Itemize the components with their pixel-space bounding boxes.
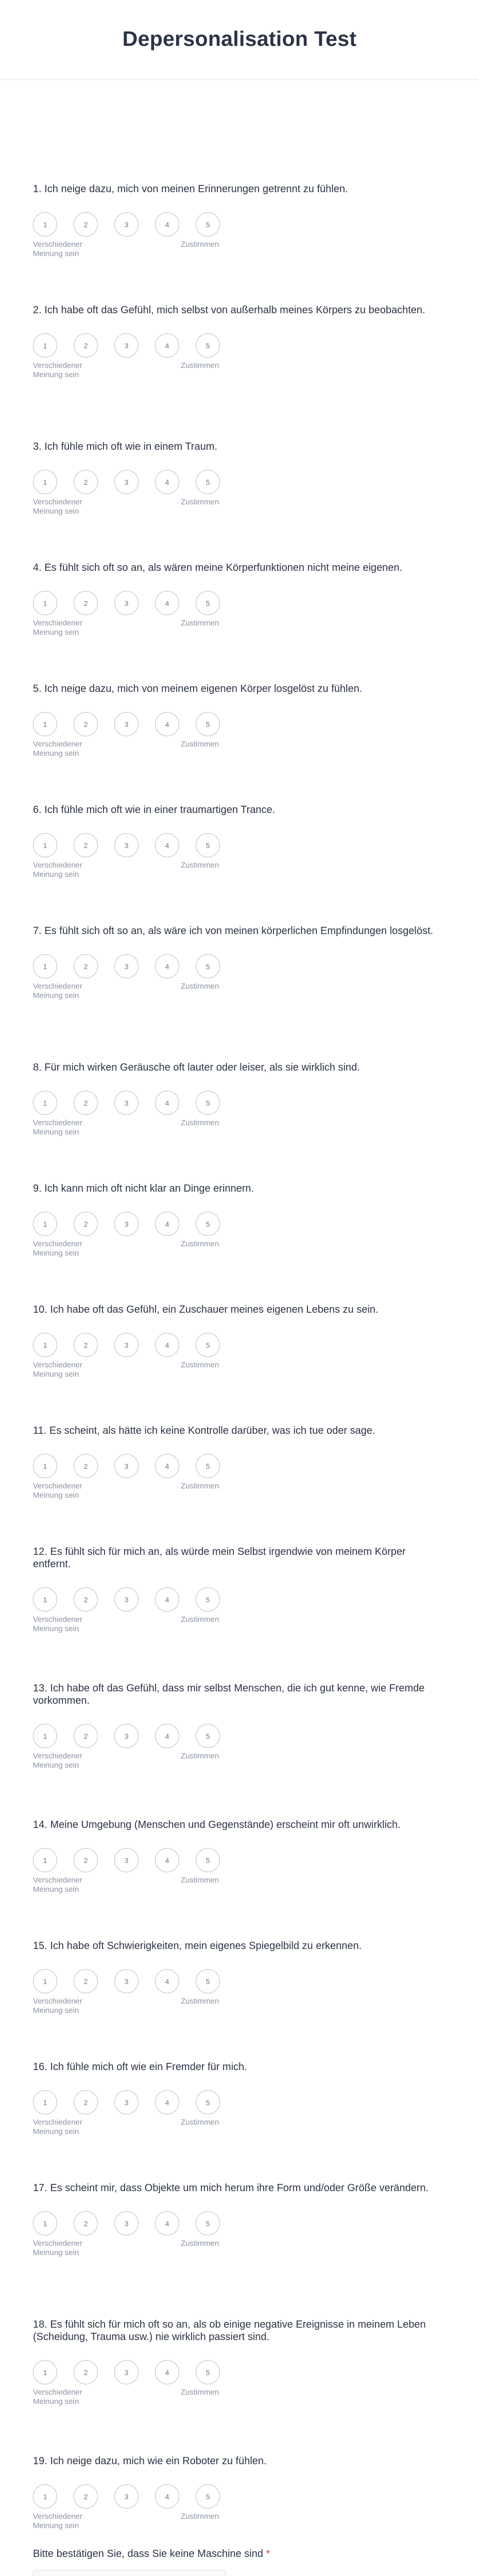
rating-option-2[interactable]: 2	[74, 1091, 98, 1115]
page-title: Depersonalisation Test	[122, 26, 357, 50]
rating-option-5[interactable]: 5	[196, 591, 220, 615]
scale-left-anchor: Verschiedener Meinung sein	[33, 1615, 82, 1633]
rating-option-1[interactable]: 1	[33, 2484, 57, 2509]
rating-option-2[interactable]: 2	[74, 2090, 98, 2114]
scale-anchors	[33, 2512, 440, 2533]
scale-left-anchor: Verschiedener Meinung sein	[33, 1361, 82, 1379]
question-label: 12. Es fühlt sich für mich an, als würde mein Selbst irgendwie von meinem Körper entfernt.	[33, 1546, 406, 1570]
scale-anchors	[33, 240, 440, 261]
question-label: 6. Ich fühle mich oft wie in einer traumartigen Trance.	[33, 804, 276, 816]
rating-scale	[33, 1587, 440, 1612]
question-16	[33, 2061, 440, 2139]
rating-option-3[interactable]: 3	[114, 1212, 139, 1236]
scale-left-anchor: Verschiedener Meinung sein	[33, 1876, 82, 1894]
scale-left-anchor: Verschiedener Meinung sein	[33, 740, 82, 758]
scale-anchors	[33, 861, 440, 882]
rating-scale	[33, 1454, 440, 1478]
scale-right-anchor: Zustimmen	[181, 982, 219, 991]
rating-option-4[interactable]: 4	[155, 1333, 179, 1357]
question-13	[33, 1682, 440, 1772]
rating-option-4[interactable]: 4	[155, 833, 179, 857]
question-1	[33, 183, 440, 261]
rating-option-3[interactable]: 3	[114, 1454, 139, 1478]
question-label: 1. Ich neige dazu, mich von meinen Erinnerungen getrennt zu fühlen.	[33, 183, 348, 195]
scale-right-anchor: Zustimmen	[181, 1752, 219, 1760]
scale-left-anchor: Verschiedener Meinung sein	[33, 1997, 82, 2015]
rating-option-4[interactable]: 4	[155, 1454, 179, 1478]
rating-option-2[interactable]: 2	[74, 1587, 98, 1612]
rating-option-4[interactable]: 4	[155, 212, 179, 236]
question-19	[33, 2455, 440, 2533]
scale-anchors	[33, 2388, 440, 2409]
scale-left-anchor: Verschiedener Meinung sein	[33, 1240, 82, 1258]
rating-option-4[interactable]: 4	[155, 1587, 179, 1612]
rating-option-3[interactable]: 3	[114, 591, 139, 615]
scale-left-anchor: Verschiedener Meinung sein	[33, 619, 82, 637]
rating-option-3[interactable]: 3	[114, 2090, 139, 2114]
rating-option-3[interactable]: 3	[114, 2211, 139, 2235]
scale-anchors	[33, 498, 440, 518]
rating-option-5[interactable]: 5	[196, 1091, 220, 1115]
rating-option-2[interactable]: 2	[74, 712, 98, 736]
rating-option-4[interactable]: 4	[155, 1724, 179, 1748]
rating-option-4[interactable]: 4	[155, 470, 179, 494]
rating-option-3[interactable]: 3	[114, 1333, 139, 1357]
rating-option-5[interactable]: 5	[196, 954, 220, 978]
rating-option-5[interactable]: 5	[196, 2090, 220, 2114]
rating-option-2[interactable]: 2	[74, 1724, 98, 1748]
rating-scale	[33, 954, 440, 978]
scale-right-anchor: Zustimmen	[181, 2388, 219, 2397]
rating-option-5[interactable]: 5	[196, 470, 220, 494]
rating-option-2[interactable]: 2	[74, 1969, 98, 1993]
required-mark: *	[266, 2548, 270, 2560]
rating-option-3[interactable]: 3	[114, 712, 139, 736]
question-3	[33, 440, 440, 518]
rating-option-1[interactable]: 1	[33, 591, 57, 615]
scale-left-anchor: Verschiedener Meinung sein	[33, 1118, 82, 1137]
rating-scale	[33, 1969, 440, 1993]
rating-option-4[interactable]: 4	[155, 712, 179, 736]
rating-option-2[interactable]: 2	[74, 2211, 98, 2235]
question-14	[33, 1819, 440, 1896]
scale-right-anchor: Zustimmen	[181, 861, 219, 870]
rating-option-5[interactable]: 5	[196, 1969, 220, 1993]
rating-option-5[interactable]: 5	[196, 1212, 220, 1236]
rating-option-1[interactable]: 1	[33, 470, 57, 494]
question-5	[33, 683, 440, 760]
rating-option-2[interactable]: 2	[74, 212, 98, 236]
scale-left-anchor: Verschiedener Meinung sein	[33, 2512, 82, 2530]
rating-option-5[interactable]: 5	[196, 2360, 220, 2384]
rating-option-1[interactable]: 1	[33, 1333, 57, 1357]
rating-option-3[interactable]: 3	[114, 2360, 139, 2384]
question-2	[33, 304, 440, 382]
rating-scale	[33, 1724, 440, 1748]
rating-option-5[interactable]: 5	[196, 1848, 220, 1872]
question-15	[33, 1940, 440, 2018]
question-label: 15. Ich habe oft Schwierigkeiten, mein eigenes Spiegelbild zu erkennen.	[33, 1940, 362, 1952]
question-label: 14. Meine Umgebung (Menschen und Gegenstände) erscheint mir oft unwirklich.	[33, 1819, 401, 1831]
question-label: 8. Für mich wirken Geräusche oft lauter oder leiser, als sie wirklich sind.	[33, 1062, 360, 1073]
rating-option-1[interactable]: 1	[33, 1587, 57, 1612]
rating-option-2[interactable]: 2	[74, 2360, 98, 2384]
rating-scale	[33, 591, 440, 615]
scale-anchors	[33, 740, 440, 760]
scale-anchors	[33, 1118, 440, 1139]
question-18	[33, 2318, 440, 2409]
scale-right-anchor: Zustimmen	[181, 2239, 219, 2248]
scale-right-anchor: Zustimmen	[181, 740, 219, 749]
rating-option-3[interactable]: 3	[114, 470, 139, 494]
scale-anchors	[33, 1997, 440, 2018]
scale-right-anchor: Zustimmen	[181, 1118, 219, 1127]
rating-scale	[33, 1212, 440, 1236]
rating-option-4[interactable]: 4	[155, 2360, 179, 2384]
scale-left-anchor: Verschiedener Meinung sein	[33, 498, 82, 516]
rating-option-4[interactable]: 4	[155, 1969, 179, 1993]
rating-scale	[33, 212, 440, 236]
question-label: 3. Ich fühle mich oft wie in einem Traum.	[33, 441, 217, 452]
rating-option-5[interactable]: 5	[196, 333, 220, 358]
rating-option-5[interactable]: 5	[196, 1724, 220, 1748]
rating-option-3[interactable]: 3	[114, 833, 139, 857]
rating-scale	[33, 333, 440, 358]
scale-anchors	[33, 1361, 440, 1381]
scale-anchors	[33, 2239, 440, 2260]
rating-option-3[interactable]: 3	[114, 1091, 139, 1115]
captcha-label	[33, 2548, 270, 2560]
rating-scale	[33, 2090, 440, 2114]
rating-option-5[interactable]: 5	[196, 1454, 220, 1478]
rating-option-2[interactable]: 2	[74, 2484, 98, 2509]
rating-option-1[interactable]: 1	[33, 2090, 57, 2114]
rating-option-4[interactable]: 4	[155, 1848, 179, 1872]
question-label: 7. Es fühlt sich oft so an, als wäre ich von meinen körperlichen Empfindungen losgelöst.	[33, 925, 434, 937]
scale-anchors	[33, 982, 440, 1003]
question-label: 9. Ich kann mich oft nicht klar an Dinge erinnern.	[33, 1183, 254, 1194]
rating-option-1[interactable]: 1	[33, 2360, 57, 2384]
rating-option-2[interactable]: 2	[74, 954, 98, 978]
rating-option-3[interactable]: 3	[114, 333, 139, 358]
rating-option-1[interactable]: 1	[33, 212, 57, 236]
rating-scale	[33, 2360, 440, 2384]
scale-right-anchor: Zustimmen	[181, 619, 219, 628]
rating-option-5[interactable]: 5	[196, 1333, 220, 1357]
question-12	[33, 1546, 440, 1636]
rating-option-1[interactable]: 1	[33, 333, 57, 358]
rating-option-4[interactable]: 4	[155, 1091, 179, 1115]
rating-option-1[interactable]: 1	[33, 2211, 57, 2235]
form-header	[0, 0, 479, 80]
rating-option-4[interactable]: 4	[155, 591, 179, 615]
scale-right-anchor: Zustimmen	[181, 1240, 219, 1248]
rating-scale	[33, 1848, 440, 1872]
rating-option-1[interactable]: 1	[33, 712, 57, 736]
scale-left-anchor: Verschiedener Meinung sein	[33, 2118, 82, 2136]
rating-option-5[interactable]: 5	[196, 2211, 220, 2235]
rating-option-5[interactable]: 5	[196, 833, 220, 857]
question-label: 19. Ich neige dazu, mich wie ein Roboter zu fühlen.	[33, 2455, 267, 2467]
rating-option-2[interactable]: 2	[74, 1333, 98, 1357]
rating-option-4[interactable]: 4	[155, 2211, 179, 2235]
rating-option-5[interactable]: 5	[196, 212, 220, 236]
rating-option-1[interactable]: 1	[33, 1454, 57, 1478]
question-9	[33, 1182, 440, 1260]
rating-option-1[interactable]: 1	[33, 954, 57, 978]
rating-option-3[interactable]: 3	[114, 2484, 139, 2509]
rating-option-2[interactable]: 2	[74, 1454, 98, 1478]
rating-option-4[interactable]: 4	[155, 2090, 179, 2114]
scale-right-anchor: Zustimmen	[181, 1615, 219, 1624]
rating-option-1[interactable]: 1	[33, 1969, 57, 1993]
scale-anchors	[33, 619, 440, 639]
scale-right-anchor: Zustimmen	[181, 240, 219, 249]
scale-anchors	[33, 1615, 440, 1636]
rating-option-2[interactable]: 2	[74, 1212, 98, 1236]
rating-option-2[interactable]: 2	[74, 833, 98, 857]
scale-left-anchor: Verschiedener Meinung sein	[33, 861, 82, 879]
scale-left-anchor: Verschiedener Meinung sein	[33, 982, 82, 1000]
rating-option-4[interactable]: 4	[155, 1212, 179, 1236]
question-11	[33, 1425, 440, 1502]
question-label: 11. Es scheint, als hätte ich keine Kontrolle darüber, was ich tue oder sage.	[33, 1425, 375, 1436]
scale-right-anchor: Zustimmen	[181, 1997, 219, 2006]
question-8	[33, 1061, 440, 1139]
scale-left-anchor: Verschiedener Meinung sein	[33, 1482, 82, 1500]
rating-option-3[interactable]: 3	[114, 1587, 139, 1612]
question-label: 16. Ich fühle mich oft wie ein Fremder für mich.	[33, 2061, 247, 2073]
rating-option-3[interactable]: 3	[114, 1969, 139, 1993]
rating-option-4[interactable]: 4	[155, 2484, 179, 2509]
scale-right-anchor: Zustimmen	[181, 361, 219, 370]
rating-option-5[interactable]: 5	[196, 712, 220, 736]
scale-anchors	[33, 1876, 440, 1896]
rating-option-1[interactable]: 1	[33, 1724, 57, 1748]
scale-left-anchor: Verschiedener Meinung sein	[33, 1752, 82, 1770]
scale-right-anchor: Zustimmen	[181, 1482, 219, 1490]
rating-option-2[interactable]: 2	[74, 1848, 98, 1872]
rating-option-5[interactable]: 5	[196, 1587, 220, 1612]
rating-option-2[interactable]: 2	[74, 591, 98, 615]
question-label: 10. Ich habe oft das Gefühl, ein Zuschauer meines eigenen Lebens zu sein.	[33, 1304, 379, 1315]
question-17	[33, 2182, 440, 2260]
rating-option-5[interactable]: 5	[196, 2484, 220, 2509]
rating-option-4[interactable]: 4	[155, 954, 179, 978]
rating-option-2[interactable]: 2	[74, 333, 98, 358]
question-6	[33, 804, 440, 882]
scale-right-anchor: Zustimmen	[181, 2512, 219, 2521]
rating-option-1[interactable]: 1	[33, 1848, 57, 1872]
scale-anchors	[33, 1752, 440, 1772]
question-7	[33, 925, 440, 1003]
question-label: 13. Ich habe oft das Gefühl, dass mir selbst Menschen, die ich gut kenne, wie Fremde vorkommen.	[33, 1683, 425, 1706]
rating-scale	[33, 712, 440, 736]
captcha-section	[33, 2548, 270, 2576]
scale-right-anchor: Zustimmen	[181, 1361, 219, 1369]
rating-scale	[33, 470, 440, 494]
question-10	[33, 1303, 440, 1381]
scale-left-anchor: Verschiedener Meinung sein	[33, 2388, 82, 2406]
rating-option-3[interactable]: 3	[114, 212, 139, 236]
rating-scale	[33, 2484, 440, 2509]
scale-right-anchor: Zustimmen	[181, 1876, 219, 1885]
scale-left-anchor: Verschiedener Meinung sein	[33, 361, 82, 379]
captcha-label-text: Bitte bestätigen Sie, dass Sie keine Maschine sind	[33, 2548, 263, 2560]
rating-option-1[interactable]: 1	[33, 1091, 57, 1115]
rating-option-3[interactable]: 3	[114, 1848, 139, 1872]
scale-anchors	[33, 361, 440, 382]
rating-option-4[interactable]: 4	[155, 333, 179, 358]
question-label: 5. Ich neige dazu, mich von meinem eigenen Körper losgelöst zu fühlen.	[33, 683, 363, 694]
rating-option-1[interactable]: 1	[33, 1212, 57, 1236]
rating-scale	[33, 833, 440, 857]
scale-anchors	[33, 2118, 440, 2139]
scale-left-anchor: Verschiedener Meinung sein	[33, 240, 82, 258]
rating-option-2[interactable]: 2	[74, 470, 98, 494]
rating-option-3[interactable]: 3	[114, 954, 139, 978]
rating-scale	[33, 2211, 440, 2235]
rating-option-3[interactable]: 3	[114, 1724, 139, 1748]
question-4	[33, 562, 440, 639]
scale-right-anchor: Zustimmen	[181, 2118, 219, 2127]
question-label: 4. Es fühlt sich oft so an, als wären meine Körperfunktionen nicht meine eigenen.	[33, 562, 403, 573]
question-label: 2. Ich habe oft das Gefühl, mich selbst von außerhalb meines Körpers zu beobachten.	[33, 304, 425, 316]
scale-anchors	[33, 1482, 440, 1502]
question-label: 17. Es scheint mir, dass Objekte um mich herum ihre Form und/oder Größe verändern.	[33, 2182, 429, 2194]
question-label: 18. Es fühlt sich für mich oft so an, als ob einige negative Ereignisse in meinem Leben (Scheidung, Trauma usw.) nie wirklich passiert sind.	[33, 2319, 426, 2343]
rating-option-1[interactable]: 1	[33, 833, 57, 857]
rating-scale	[33, 1091, 440, 1115]
scale-anchors	[33, 1240, 440, 1260]
rating-scale	[33, 1333, 440, 1357]
hcaptcha-widget	[33, 2570, 226, 2576]
scale-right-anchor: Zustimmen	[181, 498, 219, 506]
scale-left-anchor: Verschiedener Meinung sein	[33, 2239, 82, 2257]
